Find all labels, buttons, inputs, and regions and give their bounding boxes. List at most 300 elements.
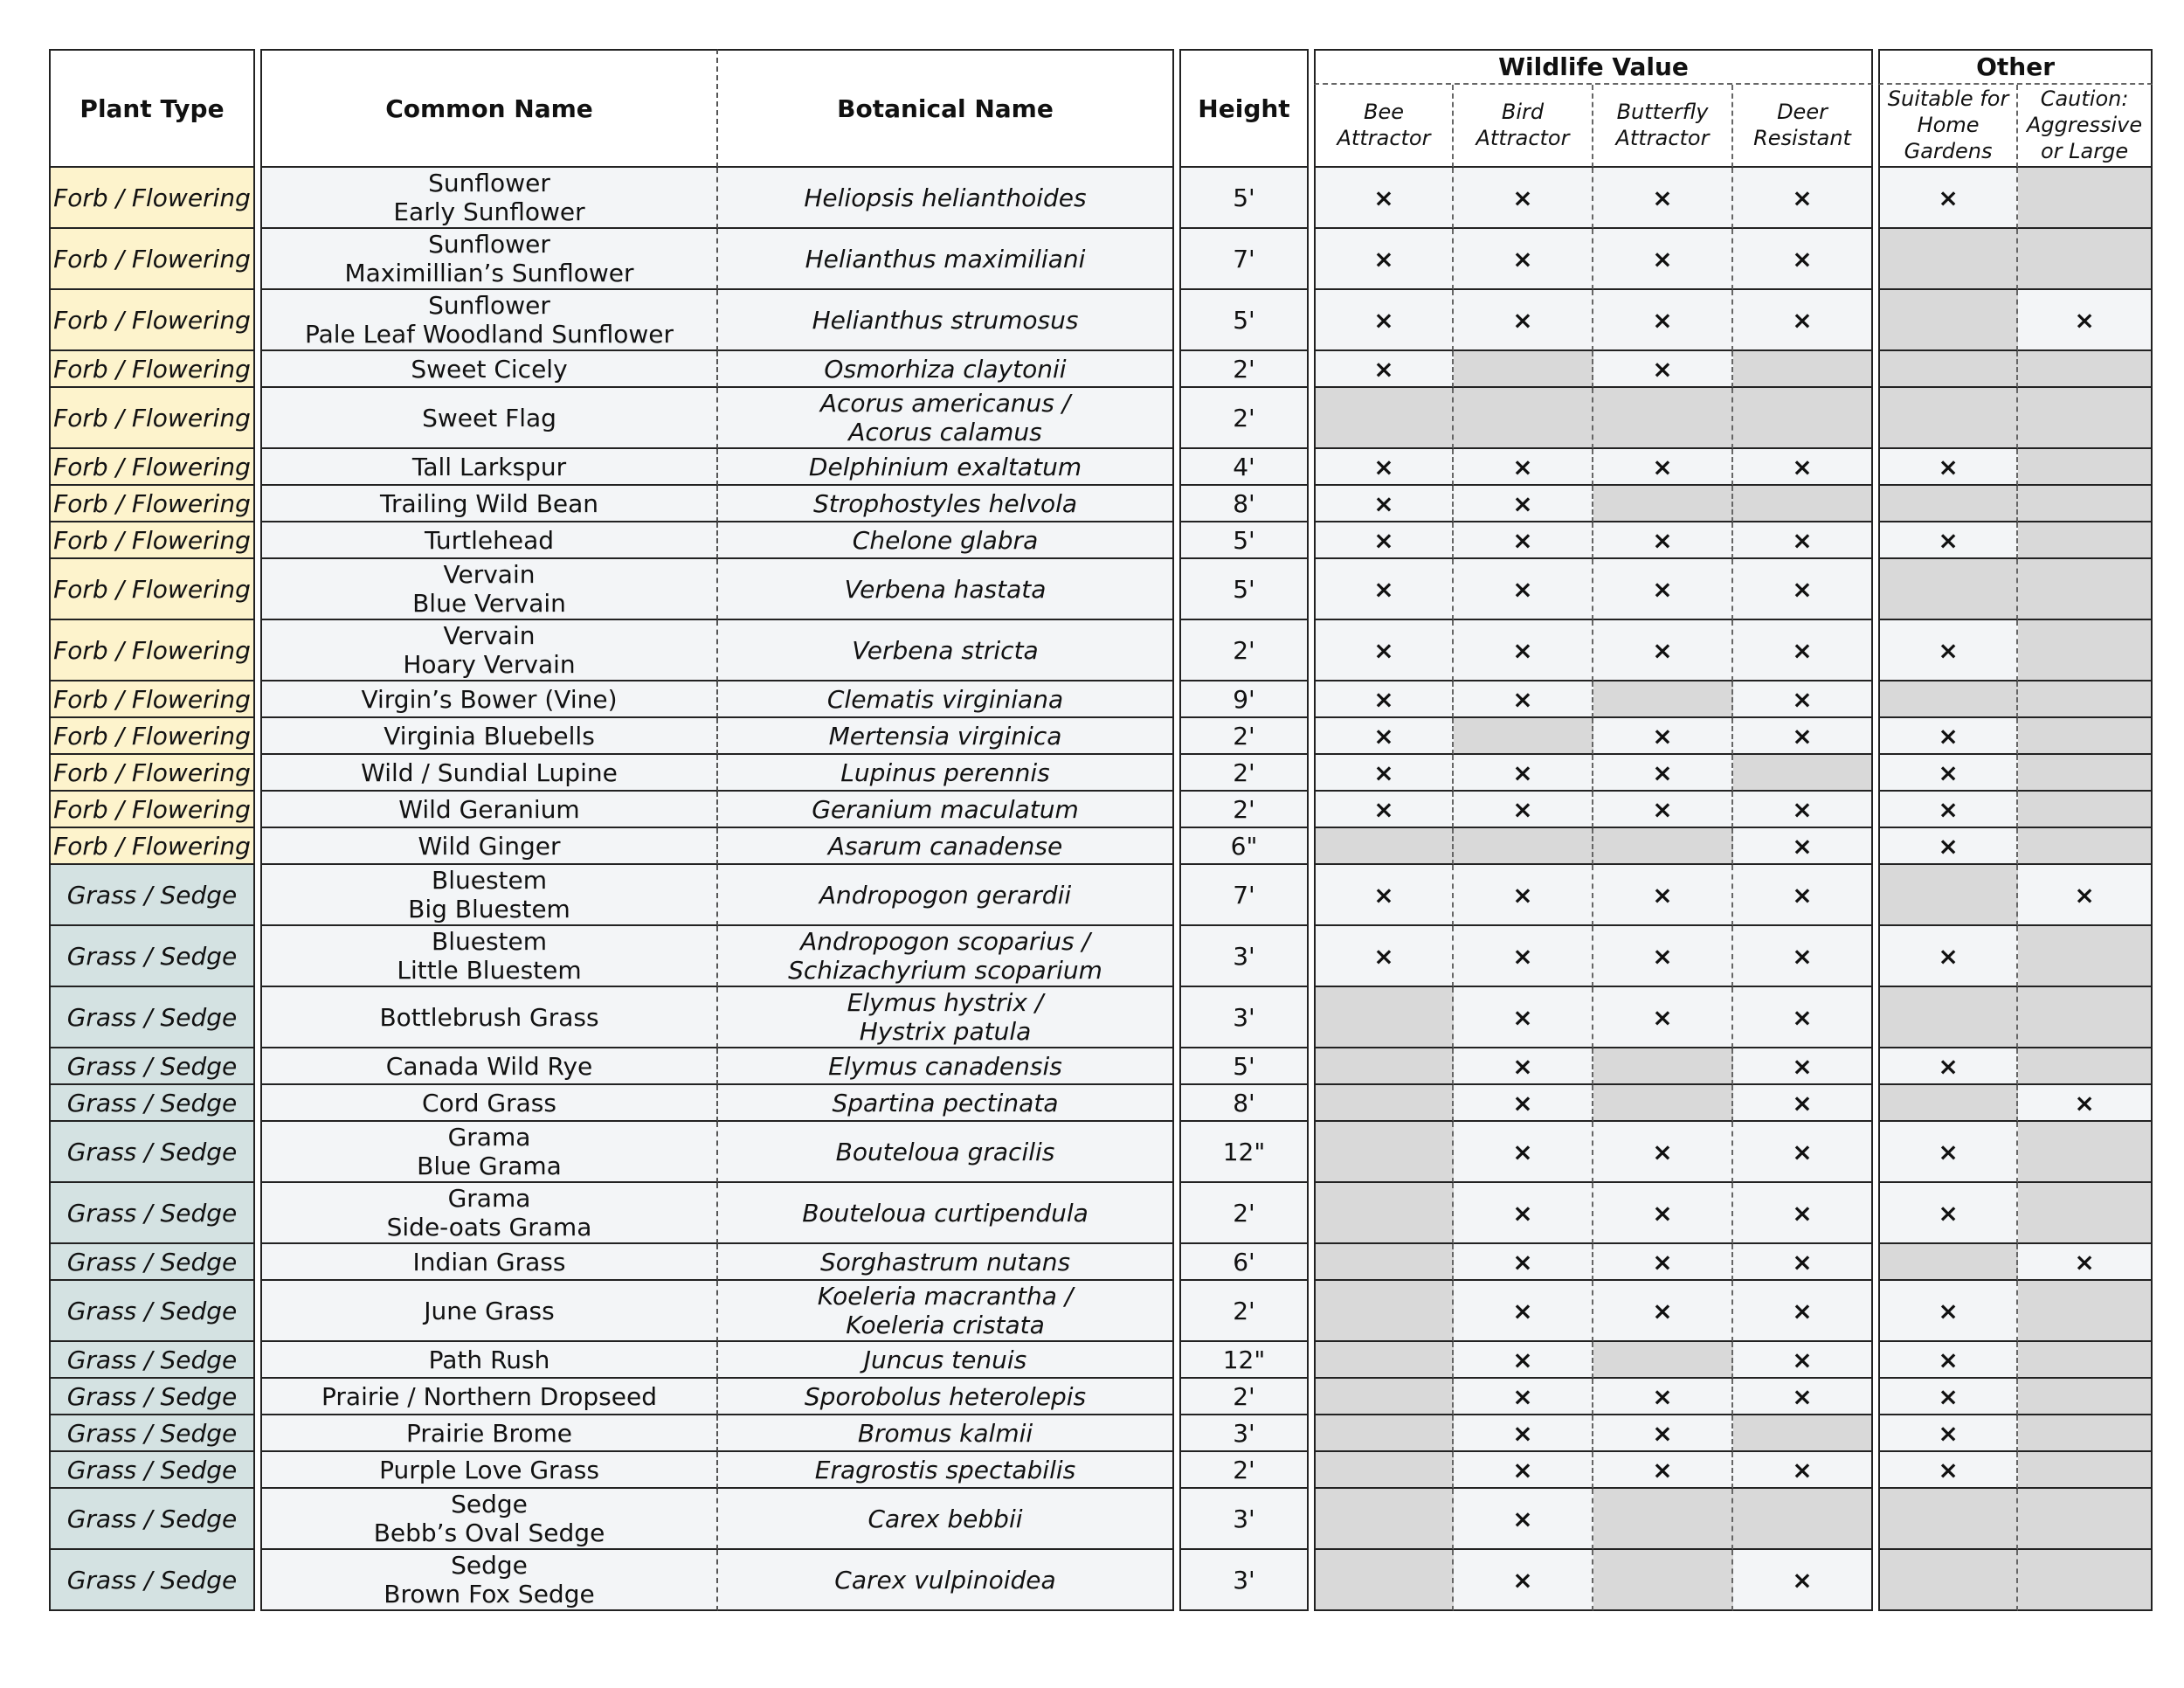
common-name-cell bbox=[260, 1183, 718, 1244]
botanical-name-text: Asarum canadense bbox=[827, 831, 1063, 861]
height-cell: 7' bbox=[1179, 229, 1309, 290]
common-name-text: Hoary Vervain bbox=[403, 650, 576, 679]
caution-mark bbox=[2018, 755, 2153, 792]
height-cell: 2' bbox=[1179, 388, 1309, 449]
table-row bbox=[49, 865, 2153, 926]
butterfly-attractor-mark: × bbox=[1593, 1379, 1733, 1415]
bird-attractor-mark: × bbox=[1454, 1281, 1593, 1342]
common-name-text: Wild / Sundial Lupine bbox=[361, 758, 618, 787]
botanical-name-cell bbox=[718, 1452, 1174, 1489]
common-name-text: Prairie Brome bbox=[406, 1418, 572, 1448]
common-name-text: Blue Grama bbox=[417, 1152, 562, 1180]
butterfly-attractor-mark: × bbox=[1593, 620, 1733, 681]
botanical-name-text: Hystrix patula bbox=[859, 1017, 1032, 1046]
plant-type-cell: Forb / Flowering bbox=[49, 792, 255, 828]
deer-resistant-mark: × bbox=[1733, 1379, 1873, 1415]
caution-mark bbox=[2018, 559, 2153, 620]
table-row bbox=[49, 388, 2153, 449]
common-name-cell bbox=[260, 1379, 718, 1415]
height-cell: 6" bbox=[1179, 828, 1309, 865]
header-home-gardens: Suitable for Home Gardens bbox=[1878, 85, 2018, 168]
caution-mark: × bbox=[2018, 1085, 2153, 1122]
deer-resistant-mark: × bbox=[1733, 168, 1873, 229]
home-gardens-mark: × bbox=[1878, 755, 2018, 792]
botanical-name-cell bbox=[718, 1281, 1174, 1342]
botanical-name-text: Bouteloua gracilis bbox=[835, 1137, 1055, 1166]
caution-mark bbox=[2018, 1489, 2153, 1550]
bird-attractor-mark: × bbox=[1454, 1085, 1593, 1122]
table-row bbox=[49, 229, 2153, 290]
caution-mark bbox=[2018, 1452, 2153, 1489]
botanical-name-text: Delphinium exaltatum bbox=[808, 452, 1082, 481]
deer-resistant-mark: × bbox=[1733, 1122, 1873, 1183]
height-cell: 12" bbox=[1179, 1342, 1309, 1379]
deer-resistant-mark: × bbox=[1733, 828, 1873, 865]
home-gardens-mark: × bbox=[1878, 522, 2018, 559]
table-row bbox=[49, 1183, 2153, 1244]
home-gardens-mark: × bbox=[1878, 926, 2018, 987]
height-cell: 8' bbox=[1179, 486, 1309, 522]
deer-resistant-mark: × bbox=[1733, 865, 1873, 926]
home-gardens-mark: × bbox=[1878, 718, 2018, 755]
height-cell: 12" bbox=[1179, 1122, 1309, 1183]
butterfly-attractor-mark: × bbox=[1593, 987, 1733, 1048]
plant-type-cell: Forb / Flowering bbox=[49, 290, 255, 351]
deer-resistant-mark: × bbox=[1733, 792, 1873, 828]
caution-mark bbox=[2018, 1281, 2153, 1342]
bird-attractor-mark: × bbox=[1454, 681, 1593, 718]
deer-resistant-mark: × bbox=[1733, 987, 1873, 1048]
common-name-cell bbox=[260, 290, 718, 351]
botanical-name-text: Chelone glabra bbox=[852, 525, 1039, 555]
common-name-cell bbox=[260, 926, 718, 987]
botanical-name-cell bbox=[718, 559, 1174, 620]
plant-type-cell: Grass / Sedge bbox=[49, 1085, 255, 1122]
botanical-name-text: Schizachyrium scoparium bbox=[788, 956, 1102, 985]
common-name-text: Sweet Flag bbox=[422, 403, 556, 432]
height-cell: 2' bbox=[1179, 1452, 1309, 1489]
bird-attractor-mark: × bbox=[1454, 1183, 1593, 1244]
botanical-name-cell bbox=[718, 1122, 1174, 1183]
height-cell: 7' bbox=[1179, 865, 1309, 926]
height-cell: 2' bbox=[1179, 1379, 1309, 1415]
bee-attractor-mark: × bbox=[1314, 792, 1454, 828]
table-row bbox=[49, 1452, 2153, 1489]
common-name-cell bbox=[260, 681, 718, 718]
bird-attractor-mark: × bbox=[1454, 1550, 1593, 1611]
caution-mark bbox=[2018, 229, 2153, 290]
bird-attractor-mark: × bbox=[1454, 559, 1593, 620]
deer-resistant-mark bbox=[1733, 1489, 1873, 1550]
bee-attractor-mark: × bbox=[1314, 620, 1454, 681]
table-row bbox=[49, 351, 2153, 388]
bee-attractor-mark: × bbox=[1314, 229, 1454, 290]
butterfly-attractor-mark: × bbox=[1593, 290, 1733, 351]
common-name-cell bbox=[260, 755, 718, 792]
botanical-name-text: Helianthus strumosus bbox=[812, 305, 1079, 335]
botanical-name-text: Carex vulpinoidea bbox=[834, 1565, 1056, 1595]
butterfly-attractor-mark: × bbox=[1593, 168, 1733, 229]
botanical-name-cell bbox=[718, 1550, 1174, 1611]
caution-mark bbox=[2018, 1550, 2153, 1611]
plant-type-cell: Grass / Sedge bbox=[49, 1048, 255, 1085]
caution-mark bbox=[2018, 1379, 2153, 1415]
bee-attractor-mark bbox=[1314, 1379, 1454, 1415]
butterfly-attractor-mark bbox=[1593, 1048, 1733, 1085]
bird-attractor-mark: × bbox=[1454, 486, 1593, 522]
bird-attractor-mark: × bbox=[1454, 1379, 1593, 1415]
table-row bbox=[49, 755, 2153, 792]
bird-attractor-mark: × bbox=[1454, 792, 1593, 828]
table-row bbox=[49, 168, 2153, 229]
table-row bbox=[49, 1379, 2153, 1415]
butterfly-attractor-mark: × bbox=[1593, 522, 1733, 559]
bird-attractor-mark bbox=[1454, 718, 1593, 755]
common-name-text: Pale Leaf Woodland Sunflower bbox=[304, 320, 674, 349]
caution-mark bbox=[2018, 1415, 2153, 1452]
deer-resistant-mark bbox=[1733, 388, 1873, 449]
caution-mark: × bbox=[2018, 865, 2153, 926]
bee-attractor-mark bbox=[1314, 1550, 1454, 1611]
deer-resistant-mark: × bbox=[1733, 1342, 1873, 1379]
bee-attractor-mark: × bbox=[1314, 559, 1454, 620]
bee-attractor-mark: × bbox=[1314, 718, 1454, 755]
bird-attractor-mark: × bbox=[1454, 620, 1593, 681]
home-gardens-mark bbox=[1878, 681, 2018, 718]
home-gardens-mark bbox=[1878, 559, 2018, 620]
deer-resistant-mark: × bbox=[1733, 229, 1873, 290]
botanical-name-text: Juncus tenuis bbox=[863, 1345, 1027, 1374]
butterfly-attractor-mark bbox=[1593, 1085, 1733, 1122]
caution-mark bbox=[2018, 718, 2153, 755]
butterfly-attractor-mark: × bbox=[1593, 449, 1733, 486]
butterfly-attractor-mark: × bbox=[1593, 1122, 1733, 1183]
height-cell: 5' bbox=[1179, 1048, 1309, 1085]
bee-attractor-mark bbox=[1314, 1415, 1454, 1452]
bee-attractor-mark bbox=[1314, 987, 1454, 1048]
table-row bbox=[49, 792, 2153, 828]
deer-resistant-mark: × bbox=[1733, 1183, 1873, 1244]
butterfly-attractor-mark: × bbox=[1593, 865, 1733, 926]
botanical-name-cell bbox=[718, 1489, 1174, 1550]
common-name-text: Wild Ginger bbox=[418, 831, 561, 861]
table-row bbox=[49, 1550, 2153, 1611]
bird-attractor-mark: × bbox=[1454, 987, 1593, 1048]
common-name-cell bbox=[260, 1281, 718, 1342]
butterfly-attractor-mark: × bbox=[1593, 792, 1733, 828]
bird-attractor-mark bbox=[1454, 388, 1593, 449]
common-name-cell bbox=[260, 559, 718, 620]
table-row bbox=[49, 1122, 2153, 1183]
bird-attractor-mark bbox=[1454, 351, 1593, 388]
height-cell: 2' bbox=[1179, 620, 1309, 681]
home-gardens-mark: × bbox=[1878, 792, 2018, 828]
common-name-text: Little Bluestem bbox=[397, 956, 582, 985]
plant-type-cell: Grass / Sedge bbox=[49, 1244, 255, 1281]
deer-resistant-mark: × bbox=[1733, 1048, 1873, 1085]
height-cell: 2' bbox=[1179, 351, 1309, 388]
height-cell: 2' bbox=[1179, 1281, 1309, 1342]
butterfly-attractor-mark: × bbox=[1593, 1452, 1733, 1489]
botanical-name-cell bbox=[718, 926, 1174, 987]
plant-type-cell: Forb / Flowering bbox=[49, 388, 255, 449]
home-gardens-mark bbox=[1878, 486, 2018, 522]
table-row bbox=[49, 718, 2153, 755]
botanical-name-text: Acorus calamus bbox=[848, 418, 1042, 446]
plant-type-cell: Forb / Flowering bbox=[49, 559, 255, 620]
deer-resistant-mark: × bbox=[1733, 1244, 1873, 1281]
caution-mark bbox=[2018, 449, 2153, 486]
height-cell: 4' bbox=[1179, 449, 1309, 486]
home-gardens-mark: × bbox=[1878, 1379, 2018, 1415]
butterfly-attractor-mark: × bbox=[1593, 1244, 1733, 1281]
botanical-name-cell bbox=[718, 1244, 1174, 1281]
caution-mark: × bbox=[2018, 1244, 2153, 1281]
bee-attractor-mark bbox=[1314, 1489, 1454, 1550]
caution-mark bbox=[2018, 388, 2153, 449]
common-name-text: Bluestem bbox=[431, 927, 548, 956]
table-row bbox=[49, 926, 2153, 987]
caution-mark bbox=[2018, 987, 2153, 1048]
header-other: Other bbox=[1878, 49, 2153, 85]
home-gardens-mark bbox=[1878, 865, 2018, 926]
caution-mark bbox=[2018, 486, 2153, 522]
home-gardens-mark: × bbox=[1878, 1183, 2018, 1244]
botanical-name-cell bbox=[718, 865, 1174, 926]
plant-type-cell: Forb / Flowering bbox=[49, 681, 255, 718]
botanical-name-cell bbox=[718, 792, 1174, 828]
plant-type-cell: Grass / Sedge bbox=[49, 865, 255, 926]
plant-type-cell: Forb / Flowering bbox=[49, 229, 255, 290]
height-cell: 3' bbox=[1179, 987, 1309, 1048]
height-cell: 3' bbox=[1179, 1550, 1309, 1611]
table-row bbox=[49, 620, 2153, 681]
bee-attractor-mark: × bbox=[1314, 168, 1454, 229]
bird-attractor-mark: × bbox=[1454, 1244, 1593, 1281]
height-cell: 3' bbox=[1179, 1489, 1309, 1550]
caution-mark bbox=[2018, 351, 2153, 388]
butterfly-attractor-mark: × bbox=[1593, 351, 1733, 388]
bird-attractor-mark: × bbox=[1454, 1452, 1593, 1489]
bee-attractor-mark bbox=[1314, 1085, 1454, 1122]
bee-attractor-mark: × bbox=[1314, 681, 1454, 718]
common-name-text: Sunflower bbox=[428, 230, 550, 259]
butterfly-attractor-mark: × bbox=[1593, 229, 1733, 290]
plant-type-cell: Grass / Sedge bbox=[49, 1379, 255, 1415]
common-name-text: Grama bbox=[447, 1184, 531, 1213]
plant-table bbox=[49, 49, 2153, 1611]
botanical-name-text: Osmorhiza claytonii bbox=[824, 354, 1067, 384]
butterfly-attractor-mark bbox=[1593, 681, 1733, 718]
botanical-name-cell bbox=[718, 1085, 1174, 1122]
botanical-name-cell bbox=[718, 522, 1174, 559]
home-gardens-mark: × bbox=[1878, 1342, 2018, 1379]
home-gardens-mark bbox=[1878, 1489, 2018, 1550]
common-name-cell bbox=[260, 229, 718, 290]
table-row bbox=[49, 681, 2153, 718]
common-name-cell bbox=[260, 522, 718, 559]
plant-type-cell: Grass / Sedge bbox=[49, 1342, 255, 1379]
bee-attractor-mark: × bbox=[1314, 290, 1454, 351]
caution-mark bbox=[2018, 792, 2153, 828]
caution-mark bbox=[2018, 1342, 2153, 1379]
botanical-name-text: Elymus canadensis bbox=[828, 1051, 1062, 1081]
botanical-name-text: Verbena stricta bbox=[852, 635, 1039, 665]
common-name-text: Canada Wild Rye bbox=[385, 1051, 593, 1081]
botanical-name-cell bbox=[718, 987, 1174, 1048]
caution-mark bbox=[2018, 926, 2153, 987]
common-name-cell bbox=[260, 351, 718, 388]
butterfly-attractor-mark bbox=[1593, 1342, 1733, 1379]
common-name-cell bbox=[260, 1048, 718, 1085]
deer-resistant-mark: × bbox=[1733, 926, 1873, 987]
height-cell: 3' bbox=[1179, 926, 1309, 987]
home-gardens-mark: × bbox=[1878, 1281, 2018, 1342]
table-row bbox=[49, 1342, 2153, 1379]
table-row bbox=[49, 987, 2153, 1048]
table-row bbox=[49, 522, 2153, 559]
botanical-name-text: Geranium maculatum bbox=[812, 794, 1079, 824]
common-name-cell bbox=[260, 1244, 718, 1281]
home-gardens-mark: × bbox=[1878, 828, 2018, 865]
botanical-name-cell bbox=[718, 755, 1174, 792]
home-gardens-mark bbox=[1878, 987, 2018, 1048]
common-name-cell bbox=[260, 168, 718, 229]
common-name-text: Wild Geranium bbox=[398, 794, 580, 824]
caution-mark bbox=[2018, 522, 2153, 559]
common-name-cell bbox=[260, 792, 718, 828]
botanical-name-cell bbox=[718, 828, 1174, 865]
deer-resistant-mark: × bbox=[1733, 1085, 1873, 1122]
caution-mark bbox=[2018, 620, 2153, 681]
common-name-cell bbox=[260, 1489, 718, 1550]
plant-type-cell: Forb / Flowering bbox=[49, 718, 255, 755]
common-name-text: Side-oats Grama bbox=[386, 1213, 592, 1242]
height-cell: 2' bbox=[1179, 755, 1309, 792]
butterfly-attractor-mark: × bbox=[1593, 926, 1733, 987]
header-caution: Caution: Aggressive or Large bbox=[2018, 85, 2153, 168]
caution-mark bbox=[2018, 1048, 2153, 1085]
butterfly-attractor-mark bbox=[1593, 486, 1733, 522]
common-name-text: Vervain bbox=[443, 560, 536, 589]
common-name-cell bbox=[260, 1342, 718, 1379]
common-name-text: Sweet Cicely bbox=[411, 354, 568, 384]
botanical-name-text: Lupinus perennis bbox=[840, 758, 1050, 787]
botanical-name-cell bbox=[718, 351, 1174, 388]
table-row bbox=[49, 486, 2153, 522]
common-name-text: Maximillian’s Sunflower bbox=[344, 259, 634, 287]
height-cell: 9' bbox=[1179, 681, 1309, 718]
plant-type-cell: Grass / Sedge bbox=[49, 1122, 255, 1183]
common-name-text: Prairie / Northern Dropseed bbox=[321, 1381, 657, 1411]
home-gardens-mark bbox=[1878, 290, 2018, 351]
botanical-name-cell bbox=[718, 229, 1174, 290]
header-bee-attractor: Bee Attractor bbox=[1314, 85, 1454, 168]
bird-attractor-mark bbox=[1454, 828, 1593, 865]
butterfly-attractor-mark bbox=[1593, 1489, 1733, 1550]
deer-resistant-mark: × bbox=[1733, 1452, 1873, 1489]
butterfly-attractor-mark: × bbox=[1593, 718, 1733, 755]
bee-attractor-mark: × bbox=[1314, 755, 1454, 792]
bee-attractor-mark bbox=[1314, 1122, 1454, 1183]
height-cell: 2' bbox=[1179, 792, 1309, 828]
botanical-name-text: Andropogon gerardii bbox=[819, 880, 1072, 910]
plant-type-cell: Grass / Sedge bbox=[49, 926, 255, 987]
bee-attractor-mark bbox=[1314, 1342, 1454, 1379]
bird-attractor-mark: × bbox=[1454, 1415, 1593, 1452]
deer-resistant-mark bbox=[1733, 1415, 1873, 1452]
bee-attractor-mark: × bbox=[1314, 522, 1454, 559]
botanical-name-text: Koeleria macrantha / bbox=[817, 1282, 1074, 1311]
common-name-text: Early Sunflower bbox=[393, 197, 585, 226]
plant-type-cell: Grass / Sedge bbox=[49, 1183, 255, 1244]
home-gardens-mark bbox=[1878, 1244, 2018, 1281]
table-row bbox=[49, 449, 2153, 486]
home-gardens-mark bbox=[1878, 351, 2018, 388]
home-gardens-mark: × bbox=[1878, 1452, 2018, 1489]
bird-attractor-mark: × bbox=[1454, 229, 1593, 290]
common-name-cell bbox=[260, 828, 718, 865]
common-name-text: Sunflower bbox=[428, 169, 550, 197]
botanical-name-text: Verbena hastata bbox=[844, 574, 1047, 604]
bird-attractor-mark: × bbox=[1454, 522, 1593, 559]
deer-resistant-mark: × bbox=[1733, 681, 1873, 718]
home-gardens-mark bbox=[1878, 1085, 2018, 1122]
common-name-cell bbox=[260, 388, 718, 449]
butterfly-attractor-mark bbox=[1593, 1550, 1733, 1611]
botanical-name-cell bbox=[718, 1048, 1174, 1085]
deer-resistant-mark bbox=[1733, 486, 1873, 522]
deer-resistant-mark: × bbox=[1733, 1281, 1873, 1342]
common-name-text: Bottlebrush Grass bbox=[379, 1002, 599, 1032]
table-row bbox=[49, 828, 2153, 865]
home-gardens-mark: × bbox=[1878, 1415, 2018, 1452]
deer-resistant-mark bbox=[1733, 351, 1873, 388]
bird-attractor-mark: × bbox=[1454, 1122, 1593, 1183]
plant-type-cell: Grass / Sedge bbox=[49, 1415, 255, 1452]
plant-type-cell: Grass / Sedge bbox=[49, 1489, 255, 1550]
botanical-name-text: Sporobolus heterolepis bbox=[804, 1381, 1087, 1411]
bee-attractor-mark: × bbox=[1314, 486, 1454, 522]
caution-mark bbox=[2018, 681, 2153, 718]
header-bird-attractor: Bird Attractor bbox=[1454, 85, 1593, 168]
botanical-name-text: Eragrostis spectabilis bbox=[814, 1455, 1076, 1484]
botanical-name-cell bbox=[718, 486, 1174, 522]
common-name-text: Blue Vervain bbox=[412, 589, 566, 618]
home-gardens-mark bbox=[1878, 1550, 2018, 1611]
botanical-name-text: Bromus kalmii bbox=[857, 1418, 1033, 1448]
bird-attractor-mark: × bbox=[1454, 865, 1593, 926]
common-name-text: Indian Grass bbox=[412, 1247, 566, 1276]
botanical-name-text: Spartina pectinata bbox=[832, 1088, 1059, 1117]
bee-attractor-mark bbox=[1314, 388, 1454, 449]
common-name-text: Bebb’s Oval Sedge bbox=[373, 1519, 605, 1547]
common-name-text: Vervain bbox=[443, 621, 536, 650]
header-plant-type: Plant Type bbox=[49, 49, 255, 168]
common-name-text: Bluestem bbox=[431, 866, 548, 895]
common-name-text: Purple Love Grass bbox=[379, 1455, 599, 1484]
common-name-cell bbox=[260, 620, 718, 681]
botanical-name-cell bbox=[718, 290, 1174, 351]
plant-type-cell: Forb / Flowering bbox=[49, 486, 255, 522]
home-gardens-mark: × bbox=[1878, 449, 2018, 486]
common-name-cell bbox=[260, 1415, 718, 1452]
botanical-name-cell bbox=[718, 718, 1174, 755]
botanical-name-text: Bouteloua curtipendula bbox=[802, 1198, 1089, 1228]
height-cell: 5' bbox=[1179, 168, 1309, 229]
home-gardens-mark: × bbox=[1878, 1122, 2018, 1183]
common-name-text: Brown Fox Sedge bbox=[384, 1580, 595, 1608]
